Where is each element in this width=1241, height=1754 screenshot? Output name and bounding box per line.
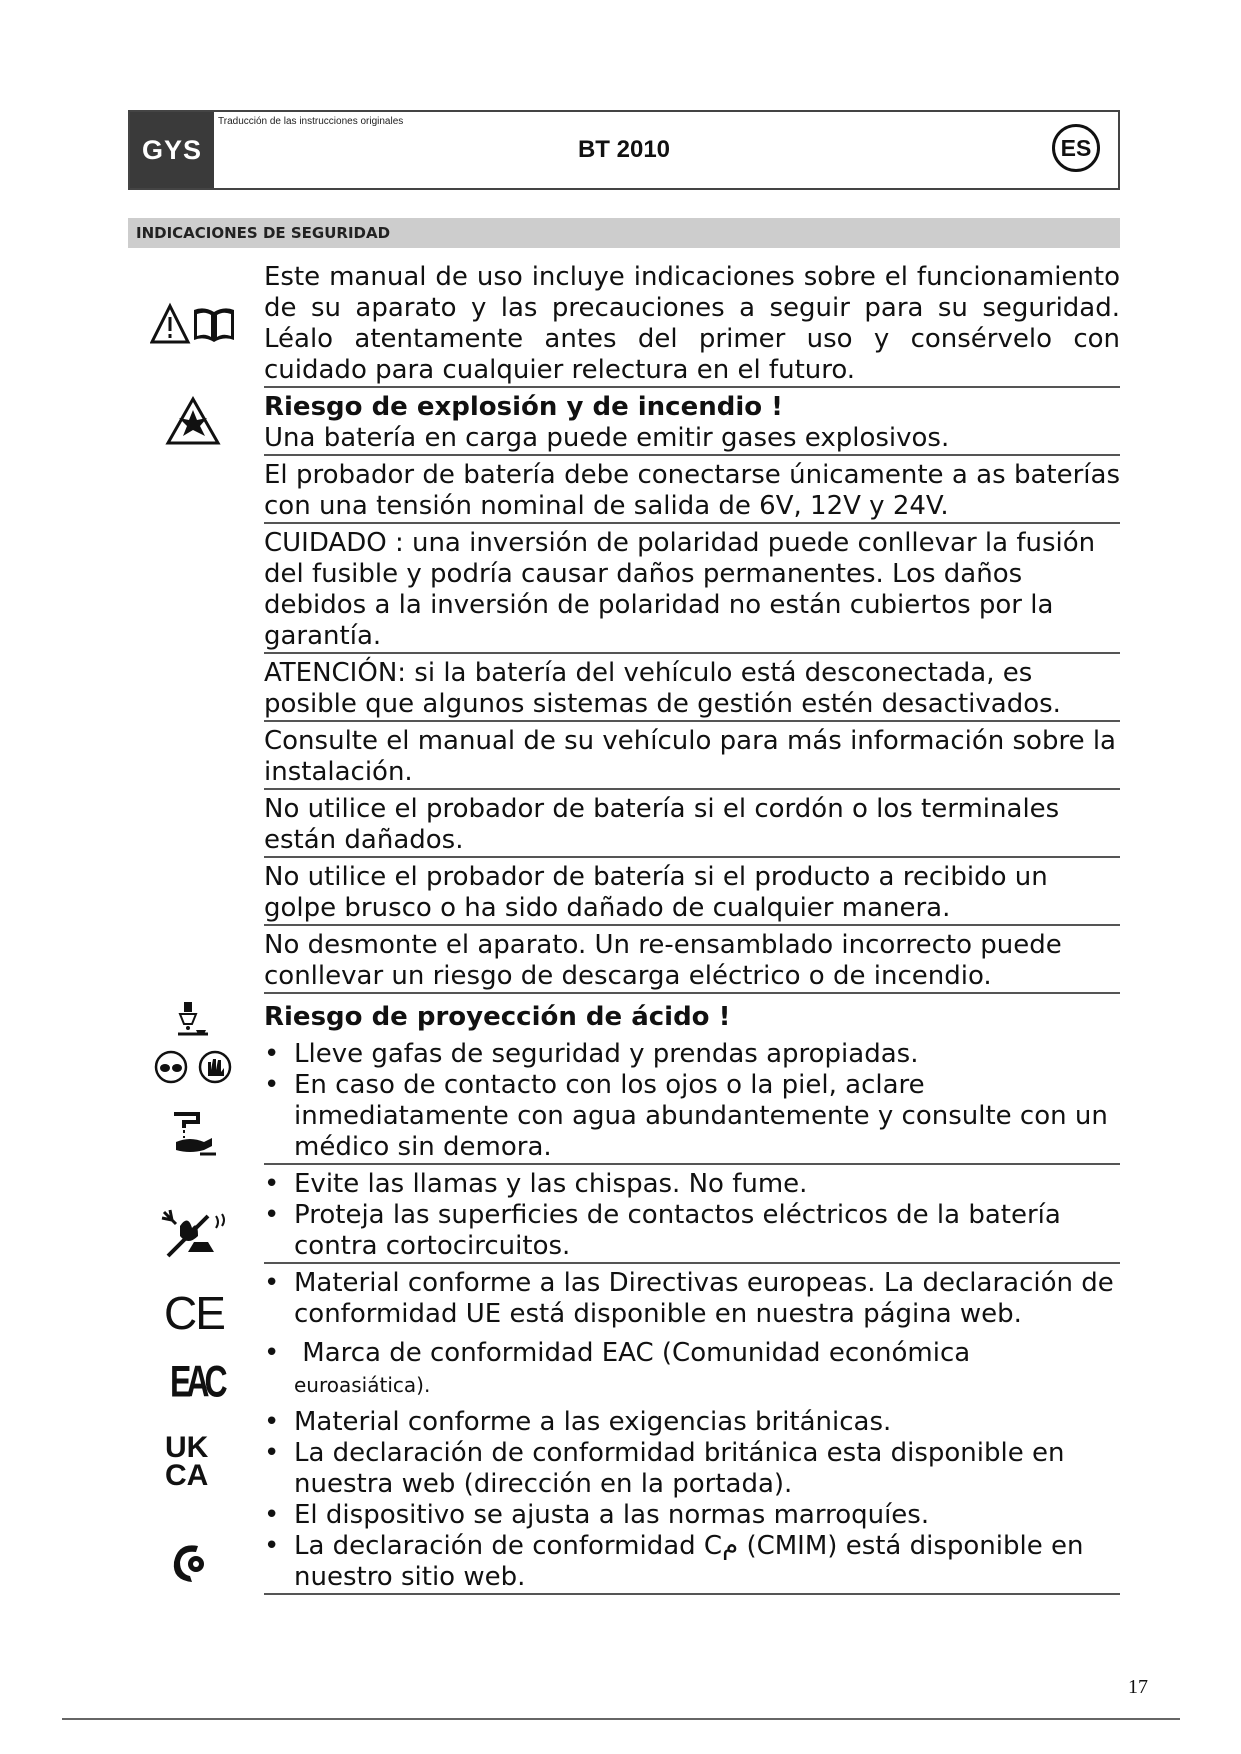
acid-block-1 [264, 1002, 1120, 1165]
acid-block-2 [264, 1169, 1120, 1264]
eac-main-text: Marca de conformidad EAC (Comunidad económica [302, 1338, 971, 1368]
ma-conformity-text-1: • El dispositivo se ajusta a las normas marroquíes. [264, 1500, 1134, 1531]
acid-bullet-3: • Evite las llamas y las chispas. No fume. [264, 1169, 1120, 1200]
intro-text: Este manual de uso incluye indicaciones sobre el funcionamiento de su aparato y las precauciones a seguir para su seguridad. Léalo atentamente antes del primer uso y consérvelo con cuidado para cualquier relectura en el futuro. [264, 262, 1120, 385]
conformity-block [264, 1268, 1134, 1531]
explosion-p4: ATENCIÓN: si la batería del vehículo está desconectada, es posible que algunos sistemas de gestión estén desactivados. [264, 658, 1061, 719]
document-header [128, 110, 1120, 190]
explosion-warning-icon [165, 396, 221, 446]
explosion-title: Riesgo de explosión y de incendio ! [264, 392, 784, 422]
intro-block [264, 262, 1120, 388]
safety-content [264, 262, 1134, 1599]
explosion-p3: CUIDADO : una inversión de polaridad puede conllevar la fusión del fusible y podría causar daños permanentes. Los daños debidos a la inversión de polaridad no están cubiertos por la garantía. [264, 528, 1096, 651]
eac-small-text: euroasiática). [294, 1373, 431, 1397]
header-subtitle: Traducción de las instrucciones originales [218, 116, 404, 127]
warning-manual-icon [150, 302, 238, 346]
acid-bullet-4: • Proteja las superficies de contactos eléctricos de la batería contra cortocircuitos. [264, 1200, 1120, 1262]
explosion-block-7 [264, 862, 1120, 926]
explosion-p8: No desmonte el aparato. Un re-ensamblado incorrecto puede conllevar un riesgo de descarga eléctrico o de incendio. [264, 930, 1062, 991]
ce-conformity-text: • Material conforme a las Directivas europeas. La declaración de conformidad UE está disponible en nuestra página web. [264, 1268, 1134, 1330]
section-title: INDICACIONES DE SEGURIDAD [128, 218, 1120, 248]
ukca-mark-icon [165, 1431, 209, 1492]
explosion-p6: No utilice el probador de batería si el cordón o los terminales están dañados. [264, 794, 1060, 855]
language-badge: ES [1052, 124, 1100, 172]
explosion-p2: El probador de batería debe conectarse únicamente a as baterías con una tensión nominal de salida de 6V, 12V y 24V. [264, 460, 1120, 521]
explosion-p7: No utilice el probador de batería si el producto a recibido un golpe brusco o ha sido dañado de cualquier manera. [264, 862, 1048, 923]
explosion-block-2 [264, 460, 1120, 524]
eac-conformity-text [264, 1338, 1134, 1401]
rinse-water-icon [170, 1110, 220, 1158]
gys-logo: GYS [130, 112, 214, 188]
explosion-block-1 [264, 392, 1120, 456]
uk-conformity-text-1: • Material conforme a las exigencias británicas. [264, 1407, 1134, 1438]
explosion-block-5 [264, 726, 1120, 790]
model-title: BT 2010 [577, 136, 671, 163]
explosion-block-4 [264, 658, 1120, 722]
acid-hazard-icon [176, 1000, 210, 1036]
ma-conformity-block [264, 1531, 1120, 1595]
cmim-mark-icon [168, 1540, 212, 1586]
explosion-p5: Consulte el manual de su vehículo para más información sobre la instalación. [264, 726, 1116, 787]
explosion-block-8 [264, 930, 1120, 994]
acid-title: Riesgo de proyección de ácido ! [264, 1002, 731, 1032]
acid-bullet-1: • Lleve gafas de seguridad y prendas apropiadas. [264, 1039, 1120, 1070]
ukca-top-text: UK [165, 1431, 209, 1464]
explosion-block-3 [264, 528, 1120, 654]
explosion-p1: Una batería en carga puede emitir gases explosivos. [264, 423, 950, 453]
explosion-block-6 [264, 794, 1120, 858]
no-flames-no-smoking-icon [158, 1206, 230, 1262]
footer-divider [62, 1718, 1180, 1720]
eac-mark-icon: EAC [170, 1355, 223, 1407]
page-number: 17 [1128, 1676, 1148, 1698]
goggles-gloves-icon [154, 1050, 236, 1084]
uk-conformity-text-2: • La declaración de conformidad británica esta disponible en nuestra web (dirección en la portada). [264, 1438, 1134, 1500]
ma-conformity-text-2: • La declaración de conformidad Cم (CMIM) está disponible en nuestro sitio web. [264, 1531, 1120, 1593]
ukca-bottom-text: CA [165, 1459, 209, 1492]
acid-bullet-2: • En caso de contacto con los ojos o la piel, aclare inmediatamente con agua abundantemente y consulte con un médico sin demora. [264, 1070, 1120, 1163]
ce-mark-icon: CE [164, 1287, 224, 1339]
